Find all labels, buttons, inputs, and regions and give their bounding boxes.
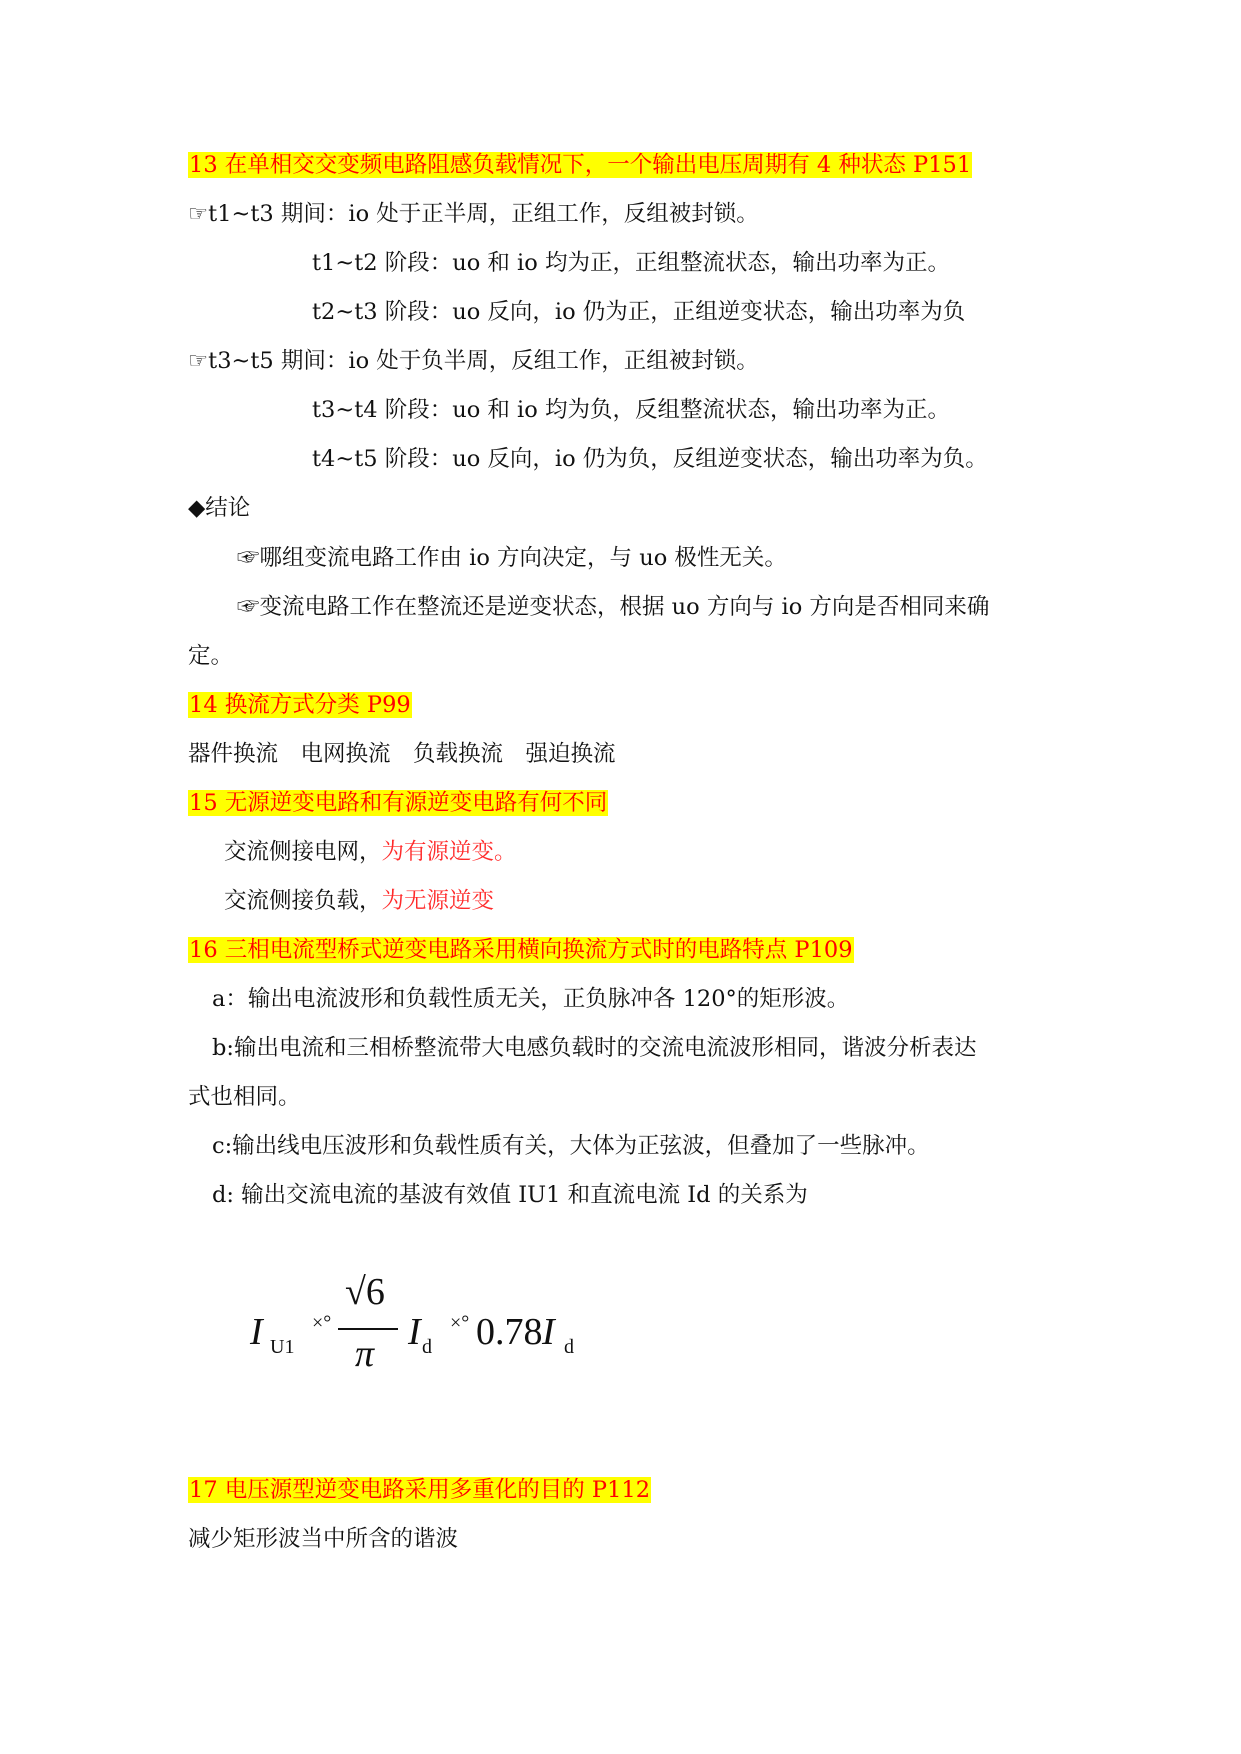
- feature-d: d: 输出交流电流的基波有效值 IU1 和直流电流 Id 的关系为: [212, 1182, 808, 1208]
- stage-t2-t3: t2~t3 阶段：uo 反向，io 仍为正，正组逆变状态，输出功率为负: [312, 299, 966, 325]
- formula-numerator: √6: [345, 1271, 385, 1313]
- passive-inverter-emphasis: 为无源逆变: [381, 888, 495, 914]
- formula-rhs-sub: d: [564, 1336, 574, 1358]
- formula-relation-2: ×°: [450, 1312, 470, 1334]
- heading-15: 15 无源逆变电路和有源逆变电路有何不同: [189, 790, 608, 816]
- feature-b-cont: 式也相同。: [188, 1084, 301, 1110]
- period-t1-t3: ☞t1~t3 期间：io 处于正半周，正组工作，反组被封锁。: [188, 201, 759, 227]
- feature-b: b:输出电流和三相桥整流带大电感负载时的交流电流波形相同，谐波分析表达: [212, 1035, 977, 1061]
- heading-13: 13 在单相交交变频电路阻感负载情况下，一个输出电压周期有 4 种状态 P151: [189, 152, 972, 178]
- heading-16: 16 三相电流型桥式逆变电路采用横向换流方式时的电路特点 P109: [189, 937, 853, 963]
- feature-c: c:输出线电压波形和负载性质有关，大体为正弦波，但叠加了一些脉冲。: [212, 1133, 930, 1159]
- active-inverter-line: 交流侧接电网，为有源逆变。: [224, 839, 517, 865]
- formula-coefficient: 0.78: [476, 1311, 543, 1353]
- heading-14: 14 换流方式分类 P99: [189, 692, 411, 718]
- commutation-types: 器件换流 电网换流 负载换流 强迫换流: [188, 741, 616, 767]
- passive-inverter-line: 交流侧接负载，为无源逆变: [224, 888, 495, 914]
- conclusion-label: ◆结论: [188, 495, 251, 521]
- fraction-bar: [338, 1328, 398, 1330]
- formula-rhs-i: I: [542, 1311, 555, 1353]
- formula-lhs-i: I: [250, 1311, 263, 1353]
- feature-a: a：输出电流波形和负载性质无关，正负脉冲各 120°的矩形波。: [212, 986, 850, 1012]
- multiplexing-purpose: 减少矩形波当中所含的谐波: [188, 1526, 459, 1552]
- conclusion-item-2-cont: 定。: [188, 643, 234, 669]
- stage-t4-t5: t4~t5 阶段：uo 反向，io 仍为负，反组逆变状态，输出功率为负。: [312, 446, 988, 472]
- period-t3-t5: ☞t3~t5 期间：io 处于负半周，反组工作，正组被封锁。: [188, 348, 759, 374]
- formula-mid-sub: d: [422, 1336, 432, 1358]
- formula-relation-1: ×°: [312, 1312, 332, 1334]
- conclusion-item-2: ☞变流电路工作在整流还是逆变状态，根据 uo 方向与 io 方向是否相同来确: [237, 594, 990, 620]
- formula-denominator: π: [355, 1333, 375, 1375]
- stage-t3-t4: t3~t4 阶段：uo 和 io 均为负，反组整流状态，输出功率为正。: [312, 397, 950, 423]
- formula-iu1: [250, 1270, 610, 1400]
- active-inverter-emphasis: 为有源逆变: [381, 839, 495, 865]
- formula-lhs-sub: U1: [270, 1336, 295, 1358]
- stage-t1-t2: t1~t2 阶段：uo 和 io 均为正，正组整流状态，输出功率为正。: [312, 250, 950, 276]
- heading-17: 17 电压源型逆变电路采用多重化的目的 P112: [189, 1477, 651, 1503]
- conclusion-item-1: ☞哪组变流电路工作由 io 方向决定，与 uo 极性无关。: [237, 545, 787, 571]
- formula-mid-i: I: [408, 1311, 421, 1353]
